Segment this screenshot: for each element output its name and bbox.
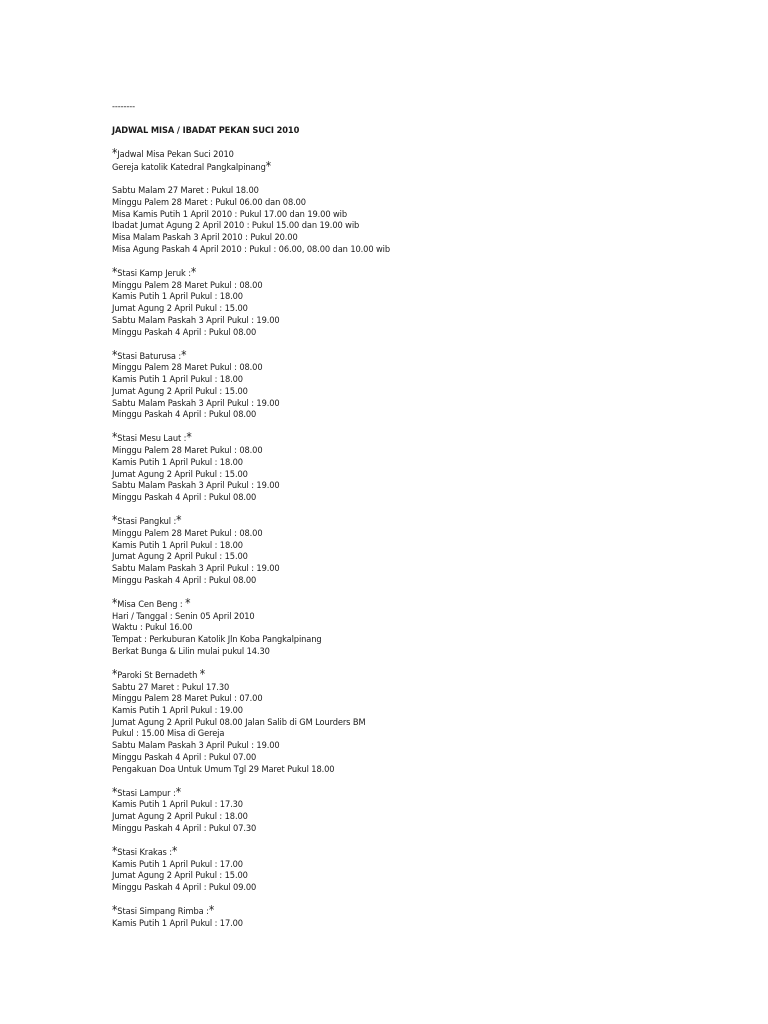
schedule-line: Pukul : 15.00 Misa di Gereja — [112, 728, 225, 740]
schedule-line: Misa Malam Paskah 3 April 2010 : Pukul 20.00 — [112, 232, 298, 244]
schedule-line: Kamis Putih 1 April Pukul : 18.00 — [112, 456, 243, 468]
asterisk-mark: * — [181, 347, 187, 362]
asterisk-mark: * — [112, 595, 118, 610]
section-heading-text: Stasi Pangkul : — [117, 516, 177, 528]
section-heading — [112, 905, 732, 918]
section-heading-text: Stasi Kamp Jeruk : — [117, 268, 191, 280]
schedule-line: Misa Kamis Putih 1 April 2010 : Pukul 17.00 dan 19.00 wib — [112, 208, 348, 220]
section-heading — [112, 666, 732, 682]
asterisk-mark: * — [112, 146, 118, 161]
schedule-section — [112, 846, 732, 894]
section-heading — [112, 846, 732, 859]
section-heading — [112, 515, 732, 528]
schedule-line: Jumat Agung 2 April Pukul : 18.00 — [112, 811, 248, 823]
schedule-line: Minggu Palem 28 Maret Pukul : 07.00 — [112, 693, 263, 705]
schedule-line: Berkat Bunga & Lilin mulai pukul 14.30 — [112, 645, 270, 657]
schedule-line: Kamis Putih 1 April Pukul : 17.00 — [112, 858, 243, 870]
schedule-line: Minggu Palem 28 Maret : Pukul 06.00 dan 08.00 — [112, 197, 306, 209]
section-heading — [112, 347, 732, 363]
asterisk-mark: * — [112, 347, 118, 362]
schedule-line: Kamis Putih 1 April Pukul : 18.00 — [112, 291, 243, 303]
schedule-line: Sabtu Malam Paskah 3 April Pukul : 19.00 — [112, 397, 280, 409]
schedule-line: Jumat Agung 2 April Pukul : 15.00 — [112, 870, 248, 882]
section-heading-text: Gereja katolik Katedral Pangkalpinang — [112, 162, 266, 174]
schedule-section — [112, 432, 732, 503]
schedule-section — [112, 185, 732, 255]
schedule-line: Sabtu Malam Paskah 3 April Pukul : 19.00 — [112, 563, 280, 574]
asterisk-mark: * — [208, 903, 215, 918]
section-heading-text: Stasi Mesu Laut : — [117, 433, 187, 445]
asterisk-mark: * — [112, 430, 118, 445]
schedule-line: Minggu Paskah 4 April : Pukul 08.00 — [112, 409, 257, 421]
schedule-line: Jumat Agung 2 April Pukul : 15.00 — [112, 468, 248, 480]
section-heading — [112, 161, 732, 174]
section-heading-text: Stasi Krakas : — [117, 847, 172, 859]
schedule-line: Kamis Putih 1 April Pukul : 17.00 — [112, 918, 243, 930]
asterisk-mark: * — [112, 844, 118, 859]
section-heading-text: Stasi Simpang Rimba : — [117, 906, 209, 918]
schedule-line: Minggu Palem 28 Maret Pukul : 08.00 — [112, 445, 263, 457]
asterisk-mark: * — [190, 265, 197, 280]
schedule-line: Kamis Putih 1 April Pukul : 17.30 — [112, 799, 243, 811]
schedule-line: Waktu : Pukul 16.00 — [112, 622, 193, 634]
section-heading-text: Stasi Baturusa : — [117, 350, 182, 362]
section-heading — [112, 432, 732, 445]
asterisk-mark: * — [186, 430, 192, 445]
schedule-line: Jumat Agung 2 April Pukul : 15.00 — [112, 303, 248, 315]
separator-line: -------- — [112, 101, 136, 112]
schedule-line: Jumat Agung 2 April Pukul : 15.00 — [112, 385, 248, 397]
asterisk-mark: * — [176, 513, 182, 528]
schedule-line: Misa Agung Paskah 4 April 2010 : Pukul : 06.00, 08.00 dan 10.00 wib — [112, 243, 391, 255]
schedule-sections — [112, 148, 732, 929]
document-title: JADWAL MISA / IBADAT PEKAN SUCI 2010 — [112, 124, 300, 136]
asterisk-mark: * — [112, 903, 118, 918]
schedule-line: Jumat Agung 2 April Pukul : 15.00 — [112, 551, 248, 563]
schedule-section — [112, 666, 732, 775]
section-heading-text: Paroki St Bernadeth — [117, 669, 200, 681]
schedule-line: Minggu Paskah 4 April : Pukul 07.00 — [112, 751, 257, 763]
schedule-line: Minggu Paskah 4 April : Pukul 09.00 — [112, 882, 257, 894]
schedule-line: Sabtu Malam Paskah 3 April Pukul : 19.00 — [112, 740, 280, 752]
schedule-line: Minggu Paskah 4 April : Pukul 07.30 — [112, 822, 257, 834]
document-body — [112, 101, 732, 941]
schedule-line: Sabtu Malam Paskah 3 April Pukul : 19.00 — [112, 480, 280, 492]
schedule-line: Sabtu Malam Paskah 3 April Pukul : 19.00 — [112, 314, 280, 326]
schedule-line: Jumat Agung 2 April Pukul 08.00 Jalan Salib di GM Lourders BM — [112, 716, 366, 728]
schedule-line: Minggu Palem 28 Maret Pukul : 08.00 — [112, 279, 263, 291]
schedule-line: Minggu Paskah 4 April : Pukul 08.00 — [112, 491, 257, 503]
section-heading-text: Jadwal Misa Pekan Suci 2010 — [117, 149, 234, 161]
schedule-line: Minggu Palem 28 Maret Pukul : 08.00 — [112, 527, 263, 539]
schedule-line: Minggu Paskah 4 April : Pukul 08.00 — [112, 326, 257, 338]
section-heading — [112, 784, 732, 800]
asterisk-mark: * — [171, 844, 178, 859]
asterisk-mark: * — [199, 666, 206, 681]
schedule-line: Sabtu Malam 27 Maret : Pukul 18.00 — [112, 185, 259, 197]
schedule-line: Minggu Paskah 4 April : Pukul 08.00 — [112, 574, 257, 586]
section-heading — [112, 267, 732, 280]
schedule-line: Sabtu 27 Maret : Pukul 17.30 — [112, 681, 230, 693]
schedule-line: Hari / Tanggal : Senin 05 April 2010 — [112, 610, 255, 622]
schedule-section — [112, 267, 732, 338]
asterisk-mark: * — [265, 159, 272, 174]
schedule-line: Ibadat Jumat Agung 2 April 2010 : Pukul 15.00 dan 19.00 wib — [112, 220, 360, 232]
asterisk-mark: * — [175, 784, 181, 799]
section-heading-text: Misa Cen Beng : — [117, 598, 186, 610]
section-heading — [112, 148, 732, 161]
schedule-section — [112, 595, 732, 658]
schedule-section — [112, 347, 732, 421]
schedule-line: Kamis Putih 1 April Pukul : 18.00 — [112, 539, 243, 551]
section-heading — [112, 595, 732, 611]
schedule-section — [112, 148, 732, 173]
schedule-section — [112, 905, 732, 929]
asterisk-mark: * — [112, 784, 118, 799]
schedule-line: Minggu Palem 28 Maret Pukul : 08.00 — [112, 362, 263, 374]
schedule-line: Tempat : Perkuburan Katolik Jln Koba Pangkalpinang — [112, 634, 322, 646]
asterisk-mark: * — [112, 513, 118, 528]
schedule-line: Pengakuan Doa Untuk Umum Tgl 29 Maret Pukul 18.00 — [112, 763, 335, 775]
asterisk-mark: * — [112, 265, 118, 280]
asterisk-mark: * — [112, 666, 118, 681]
schedule-section — [112, 784, 732, 835]
schedule-line: Kamis Putih 1 April Pukul : 18.00 — [112, 374, 243, 386]
asterisk-mark: * — [185, 595, 191, 610]
schedule-section — [112, 515, 732, 586]
schedule-line: Kamis Putih 1 April Pukul : 19.00 — [112, 705, 243, 717]
section-heading-text: Stasi Lampur : — [117, 787, 176, 799]
